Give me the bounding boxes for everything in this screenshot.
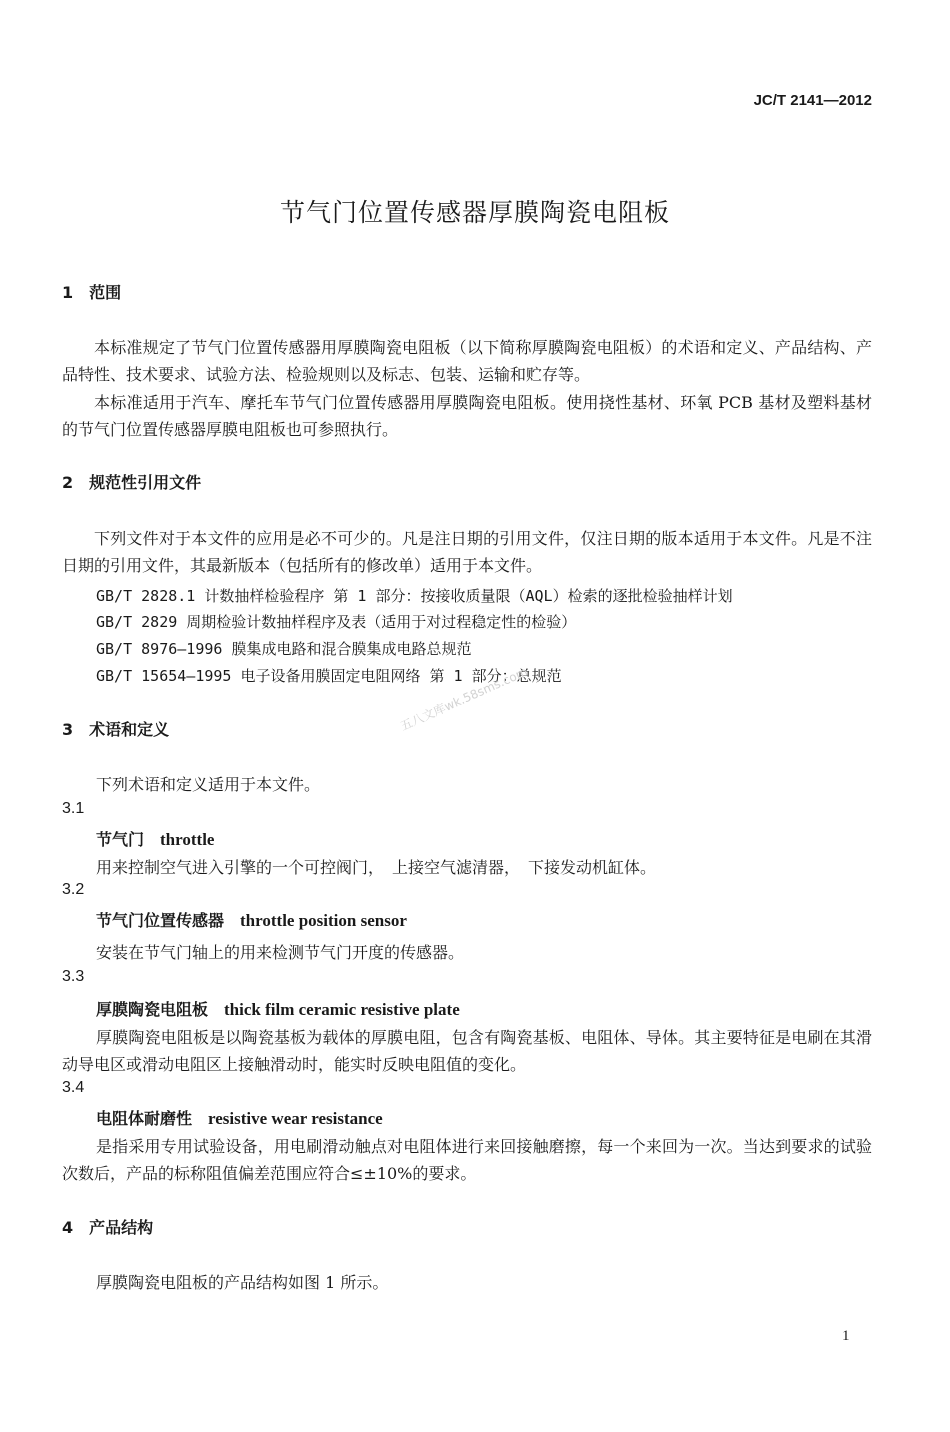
term-number: 3.3 xyxy=(62,968,85,985)
term-en: throttle xyxy=(160,830,215,849)
term-en: thick film ceramic resistive plate xyxy=(224,1000,460,1019)
term-zh: 厚膜陶瓷电阻板 xyxy=(96,1000,209,1019)
term-zh: 节气门 xyxy=(96,830,145,849)
term-number: 3.4 xyxy=(62,1079,85,1096)
term-number: 3.1 xyxy=(62,800,85,817)
reference-item: GB/T 15654—1995 电子设备用膜固定电阻网络 第 1 部分：总规范 xyxy=(96,667,562,685)
section-1-paragraph-1: 本标准规定了节气门位置传感器用厚膜陶瓷电阻板（以下简称厚膜陶瓷电阻板）的术语和定义、产品结构、产品特性、技术要求、试验方法、检验规则以及标志、包装、运输和贮存等。 xyxy=(62,338,872,384)
term-heading xyxy=(96,827,214,850)
section-1-heading: 1 范围 xyxy=(62,283,122,302)
section-2-paragraph-1: 下列文件对于本文件的应用是必不可少的。凡是注日期的引用文件，仅注日期的版本适用于本文件。凡是不注日期的引用文件，其最新版本（包括所有的修改单）适用于本文件。 xyxy=(62,529,872,575)
section-3-intro: 下列术语和定义适用于本文件。 xyxy=(96,775,321,794)
term-en: resistive wear resistance xyxy=(208,1109,383,1128)
section-3-heading: 3 术语和定义 xyxy=(62,720,170,739)
term-definition: 用来控制空气进入引擎的一个可控阀门， 上接空气滤清器， 下接发动机缸体。 xyxy=(96,858,657,877)
term-zh: 电阻体耐磨性 xyxy=(96,1109,193,1128)
reference-item: GB/T 8976—1996 膜集成电路和混合膜集成电路总规范 xyxy=(96,640,472,658)
term-heading xyxy=(96,908,407,931)
term-heading xyxy=(96,1106,383,1129)
term-definition: 安装在节气门轴上的用来检测节气门开度的传感器。 xyxy=(96,943,465,962)
section-4-paragraph-1: 厚膜陶瓷电阻板的产品结构如图 1 所示。 xyxy=(96,1273,389,1292)
reference-item: GB/T 2829 周期检验计数抽样程序及表（适用于对过程稳定性的检验） xyxy=(96,613,577,631)
page-number: 1 xyxy=(842,1328,850,1344)
section-2-heading: 2 规范性引用文件 xyxy=(62,473,202,492)
term-number: 3.2 xyxy=(62,881,85,898)
section-1-paragraph-2: 本标准适用于汽车、摩托车节气门位置传感器用厚膜陶瓷电阻板。使用挠性基材、环氧 PCB 基材及塑料基材的节气门位置传感器厚膜电阻板也可参照执行。 xyxy=(62,393,872,439)
standard-code: JC/T 2141—2012 xyxy=(753,92,872,109)
term-zh: 节气门位置传感器 xyxy=(96,911,225,930)
term-definition: 厚膜陶瓷电阻板是以陶瓷基板为载体的厚膜电阻，包含有陶瓷基板、电阻体、导体。其主要特征是电刷在其滑动导电区或滑动电阻区上接触滑动时，能实时反映电阻值的变化。 xyxy=(62,1028,872,1074)
watermark: 五八文库wk.58sms.com xyxy=(398,664,530,734)
term-heading xyxy=(96,997,460,1020)
term-en: throttle position sensor xyxy=(240,911,407,930)
document-title: 节气门位置传感器厚膜陶瓷电阻板 xyxy=(279,198,670,227)
reference-item: GB/T 2828.1 计数抽样检验程序 第 1 部分：按接收质量限（AQL）检索的逐批检验抽样计划 xyxy=(96,587,733,605)
section-4-heading: 4 产品结构 xyxy=(62,1218,154,1237)
term-definition: 是指采用专用试验设备，用电刷滑动触点对电阻体进行来回接触磨擦，每一个来回为一次。当达到要求的试验次数后，产品的标称阻值偏差范围应符合≤±10%的要求。 xyxy=(62,1137,872,1183)
